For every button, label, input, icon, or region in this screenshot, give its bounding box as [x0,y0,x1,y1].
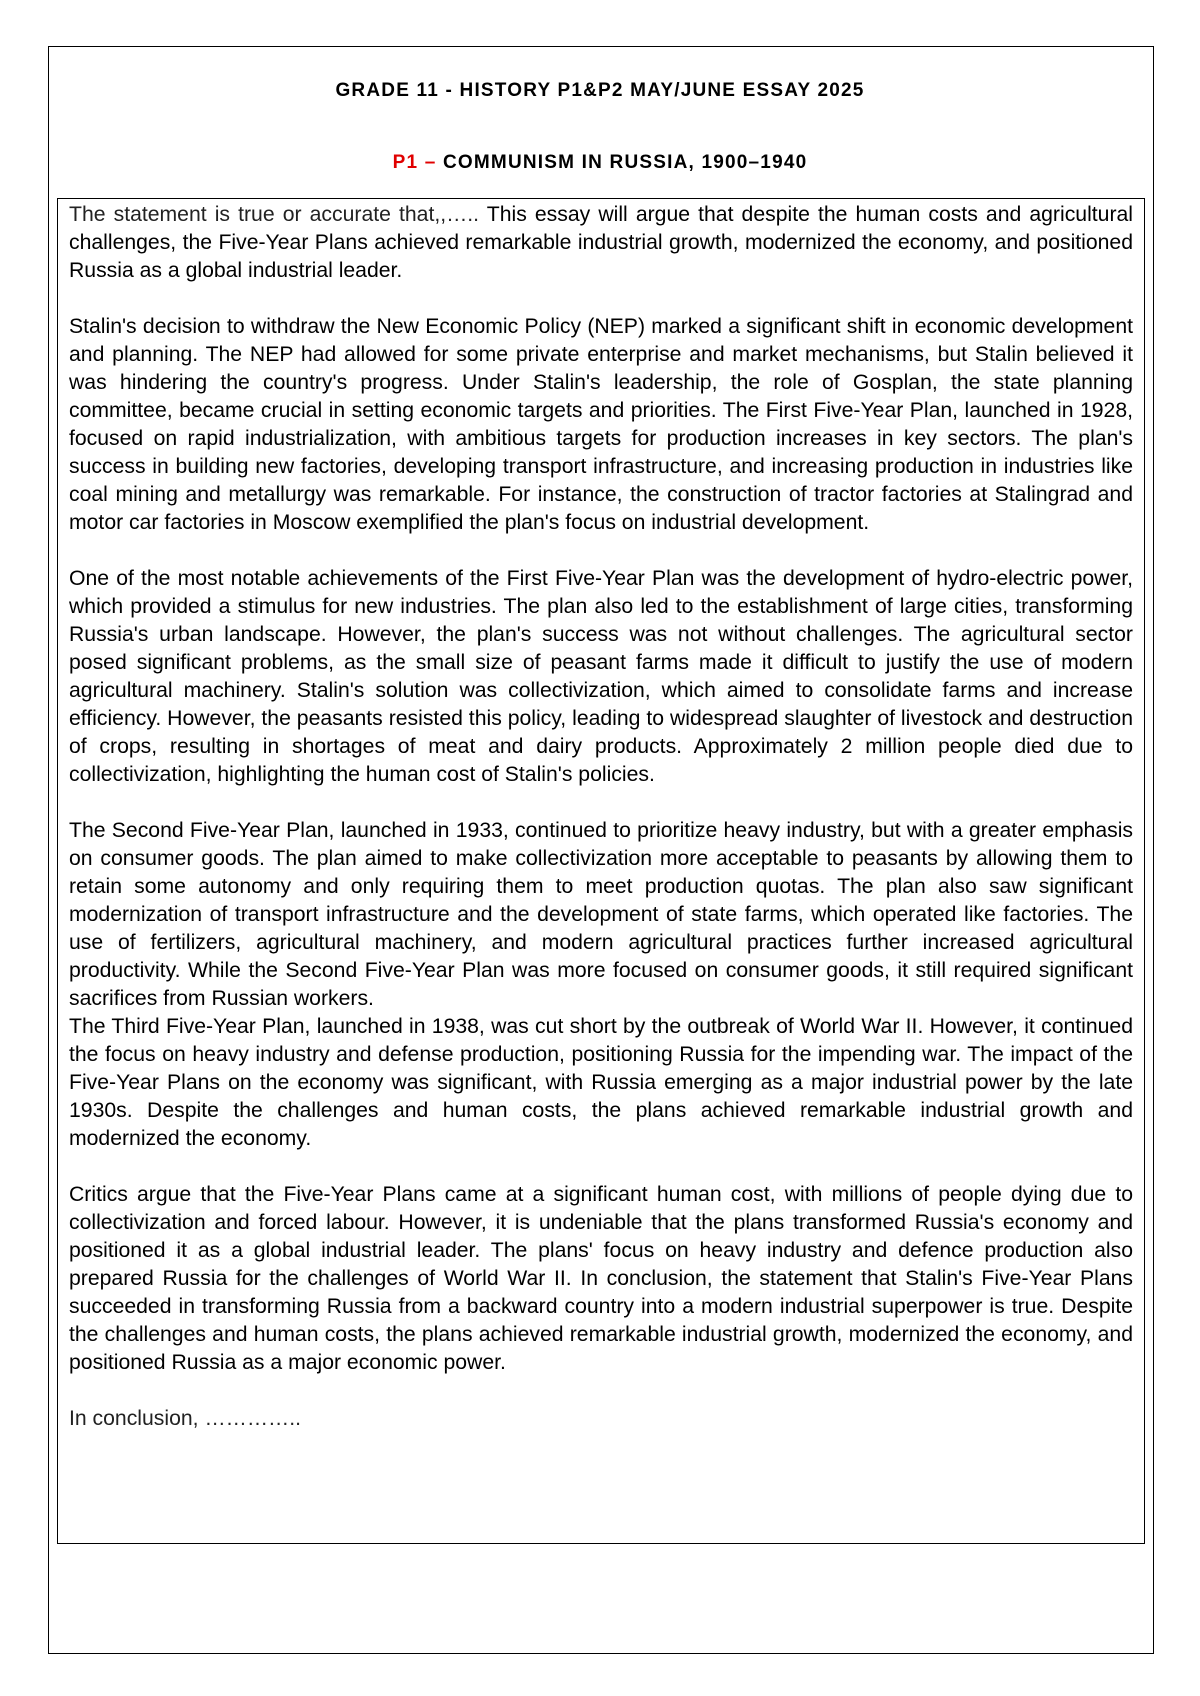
section-title: COMMUNISM IN RUSSIA, 1900–1940 [442,152,808,173]
body-paragraph-second-plan: The Second Five-Year Plan, launched in 1933, continued to prioritize heavy industry, but with a greater emphasis on consumer goods. The plan aimed to make collectivization more acceptable to peasants by allowing them to retain some autonomy and only requiring them to meet production quotas. The plan also saw significant modernization of transport infrastructure and the development of state farms, which operated like factories. The use of fertilizers, agricultural machinery, and modern agricultural practices further increased agricultural productivity. While the Second Five-Year Plan was more focused on consumer goods, it still required significant sacrifices from Russian workers. [69,819,1133,1010]
body-paragraph-nep: Stalin's decision to withdraw the New Economic Policy (NEP) marked a significant shift in economic development and planning. The NEP had allowed for some private enterprise and market mechanisms, but Stalin believed it was hindering the country's progress. Under Stalin's leadership, the role of Gosplan, the state planning committee, became crucial in setting economic targets and priorities. The First Five-Year Plan, launched in 1928, focused on rapid industrialization, with ambitious targets for production increases in key sectors. The plan's success in building new factories, developing transport infrastructure, and increasing production in industries like coal mining and metallurgy was remarkable. For instance, the construction of tractor factories at Stalingrad and motor car factories in Moscow exemplified the plan's focus on industrial development. [69,315,1133,534]
document-title: GRADE 11 - HISTORY P1&P2 MAY/JUNE ESSAY 2025 [335,80,865,101]
section-code: P1 – [392,152,437,173]
essay-box [57,198,1145,1544]
body-paragraph-third-plan: The Third Five-Year Plan, launched in 1938, was cut short by the outbreak of World War II. However, it continued the focus on heavy industry and defense production, positioning Russia for the impending war. The impact of the Five-Year Plans on the economy was significant, with Russia emerging as a major industrial power by the late 1930s. Despite the challenges and human costs, the plans achieved remarkable industrial growth and modernized the economy. [69,1015,1133,1150]
conclusion-line: In conclusion, ………….. [69,1407,301,1430]
intro-body: This essay will argue that despite the human costs and agricultural challenges, the Five-Year Plans achieved remarkable industrial growth, modernized the economy, and positioned Russia as a global industrial leader. [69,203,1133,282]
intro-lead: The statement is true or accurate that,,….. [69,203,487,226]
intro-paragraph [69,201,1133,285]
body-paragraph-critics: Critics argue that the Five-Year Plans came at a significant human cost, with millions of people dying due to collectivization and forced labour. However, it is undeniable that the plans transformed Russia's economy and positioned it as a global industrial leader. The plans' focus on heavy industry and defence production also prepared Russia for the challenges of World War II. In conclusion, the statement that Stalin's Five-Year Plans succeeded in transforming Russia from a backward country into a modern industrial superpower is true. Despite the challenges and human costs, the plans achieved remarkable industrial growth, modernized the economy, and positioned Russia as a major economic power. [69,1183,1133,1374]
body-paragraph-first-plan: One of the most notable achievements of the First Five-Year Plan was the development of hydro-electric power, which provided a stimulus for new industries. The plan also led to the establishment of large cities, transforming Russia's urban landscape. However, the plan's success was not without challenges. The agricultural sector posed significant problems, as the small size of peasant farms made it difficult to justify the use of modern agricultural machinery. Stalin's solution was collectivization, which aimed to consolidate farms and increase efficiency. However, the peasants resisted this policy, leading to widespread slaughter of livestock and destruction of crops, resulting in shortages of meat and dairy products. Approximately 2 million people died due to collectivization, highlighting the human cost of Stalin's policies. [69,567,1133,786]
section-heading [0,152,1200,174]
